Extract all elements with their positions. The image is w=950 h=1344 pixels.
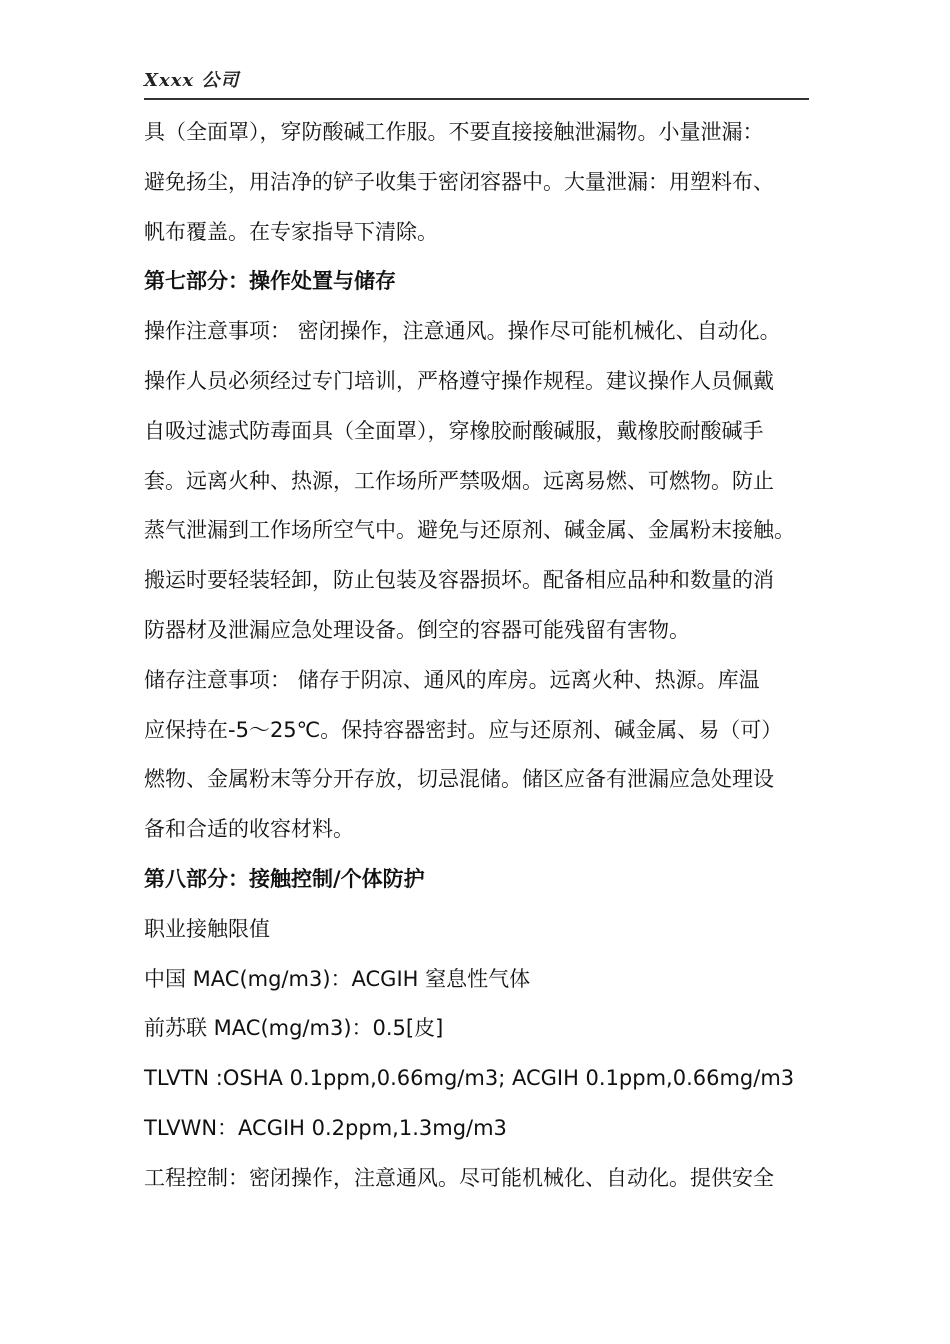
page-header — [144, 60, 809, 100]
text-line: TLVWN：ACGIH 0.2ppm,1.3mg/m3 — [144, 1115, 507, 1140]
text-line: 备和合适的收容材料。 — [144, 817, 354, 842]
text-line: 职业接触限值 — [144, 916, 270, 941]
text-line: 前苏联 MAC(mg/m3)：0.5[皮] — [144, 1016, 444, 1041]
text-line: 中国 MAC(mg/m3)：ACGIH 窒息性气体 — [144, 966, 531, 991]
text-line: 操作人员必须经过专门培训，严格遵守操作规程。建议操作人员佩戴 — [144, 368, 774, 393]
text-line: 自吸过滤式防毒面具（全面罩），穿橡胶耐酸碱服，戴橡胶耐酸碱手 — [144, 418, 764, 443]
text-line: 避免扬尘，用洁净的铲子收集于密闭容器中。大量泄漏：用塑料布、 — [144, 169, 774, 194]
text-line: 防器材及泄漏应急处理设备。倒空的容器可能残留有害物。 — [144, 617, 690, 642]
text-line: 帆布覆盖。在专家指导下清除。 — [144, 219, 438, 244]
section-heading: 第八部分：接触控制/个体防护 — [144, 866, 425, 891]
text-line: 套。远离火种、热源，工作场所严禁吸烟。远离易燃、可燃物。防止 — [144, 468, 774, 493]
text-line: TLVTN :OSHA 0.1ppm,0.66mg/m3; ACGIH 0.1ppm,0.66mg/m3 — [144, 1066, 795, 1091]
company-name: Xxxx 公司 — [144, 70, 240, 91]
text-line: 应保持在-5～25℃。保持容器密封。应与还原剂、碱金属、易（可） — [144, 717, 783, 742]
text-line: 搬运时要轻装轻卸，防止包装及容器损坏。配备相应品种和数量的消 — [144, 568, 774, 593]
section-heading: 第七部分：操作处置与储存 — [144, 269, 396, 294]
text-line: 工程控制：密闭操作，注意通风。尽可能机械化、自动化。提供安全 — [144, 1165, 774, 1190]
text-line: 燃物、金属粉末等分开存放，切忌混储。储区应备有泄漏应急处理设 — [144, 767, 774, 792]
text-line: 储存注意事项： 储存于阴凉、通风的库房。远离火种、热源。库温 — [144, 667, 760, 692]
text-line: 操作注意事项： 密闭操作，注意通风。操作尽可能机械化、自动化。 — [144, 319, 781, 344]
text-line: 蒸气泄漏到工作场所空气中。避免与还原剂、碱金属、金属粉末接触。 — [144, 518, 795, 543]
text-line: 具（全面罩），穿防酸碱工作服。不要直接接触泄漏物。小量泄漏： — [144, 120, 764, 144]
document-body — [144, 108, 819, 1204]
